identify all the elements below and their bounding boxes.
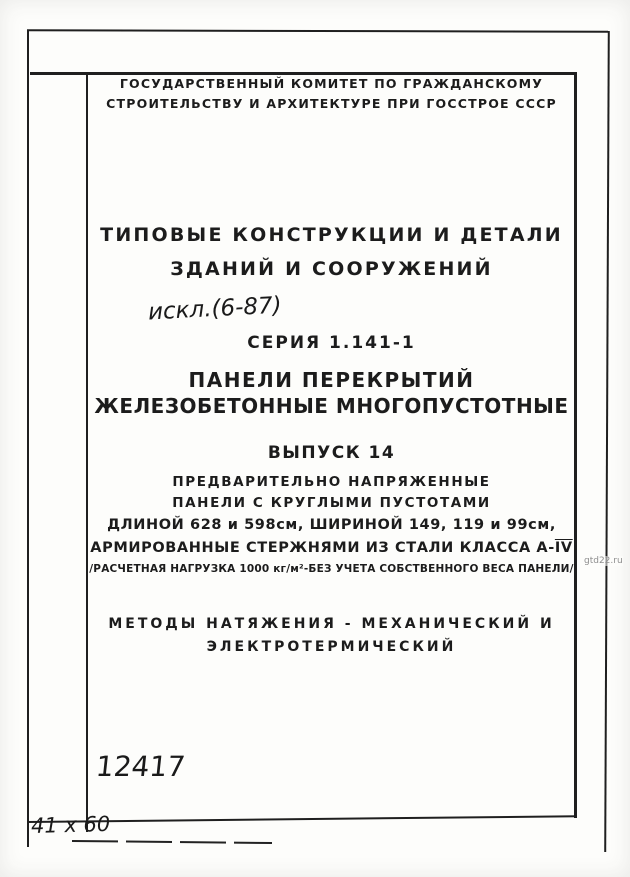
handwritten-exclusion-note: искл.(6-87) [147, 292, 283, 326]
methods-line2: ЭЛЕКТРОТЕРМИЧЕСКИЙ [206, 639, 457, 655]
subject-line1: ПАНЕЛИ ПЕРЕКРЫТИЙ [188, 368, 475, 392]
specs-line3: ДЛИНОЙ 628 и 598см, ШИРИНОЙ 149, 119 и 99см, [107, 517, 556, 533]
outer-border-right [604, 31, 610, 852]
specs-line1: ПРЕДВАРИТЕЛЬНО НАПРЯЖЕННЫЕ [172, 474, 491, 490]
handwritten-underline [72, 840, 272, 844]
org-header-line2: СТРОИТЕЛЬСТВУ И АРХИТЕКТУРЕ ПРИ ГОССТРОЕ СССР [106, 96, 557, 111]
inner-frame-top [30, 72, 577, 75]
issue-number: ВЫПУСК 14 [267, 443, 396, 463]
handwritten-catalog-number: 12417 [94, 750, 187, 783]
specs-line2: ПАНЕЛИ С КРУГЛЫМИ ПУСТОТАМИ [172, 495, 491, 511]
outer-border-top [27, 29, 608, 33]
org-header-line1: ГОСУДАРСТВЕННЫЙ КОМИТЕТ ПО ГРАЖДАНСКОМУ [119, 76, 544, 91]
specs-line4 [86, 540, 577, 556]
steel-class-numeral: $\overline{IV}$ [554, 540, 573, 556]
methods-line1: МЕТОДЫ НАТЯЖЕНИЯ - МЕХАНИЧЕСКИЙ И [108, 616, 555, 632]
specs-line4-text: АРМИРОВАННЫЕ СТЕРЖНЯМИ ИЗ СТАЛИ КЛАССА А- [90, 540, 555, 556]
outer-border-left [27, 30, 29, 847]
subject-line2: ЖЕЛЕЗОБЕТОННЫЕ МНОГОПУСТОТНЫЕ [94, 394, 569, 418]
handwritten-format-note: 41 х 60 [30, 811, 111, 839]
series-title-line2: ЗДАНИЙ И СООРУЖЕНИЙ [170, 258, 493, 280]
load-note: /РАСЧЕТНАЯ НАГРУЗКА 1000 кг/м²-БЕЗ УЧЕТА СОБСТВЕННОГО ВЕСА ПАНЕЛИ/ [89, 563, 574, 575]
series-title-line1: ТИПОВЫЕ КОНСТРУКЦИИ И ДЕТАЛИ [100, 224, 563, 246]
series-number: СЕРИЯ 1.141-1 [247, 333, 416, 353]
watermark-text: gtd22.ru [584, 556, 623, 566]
